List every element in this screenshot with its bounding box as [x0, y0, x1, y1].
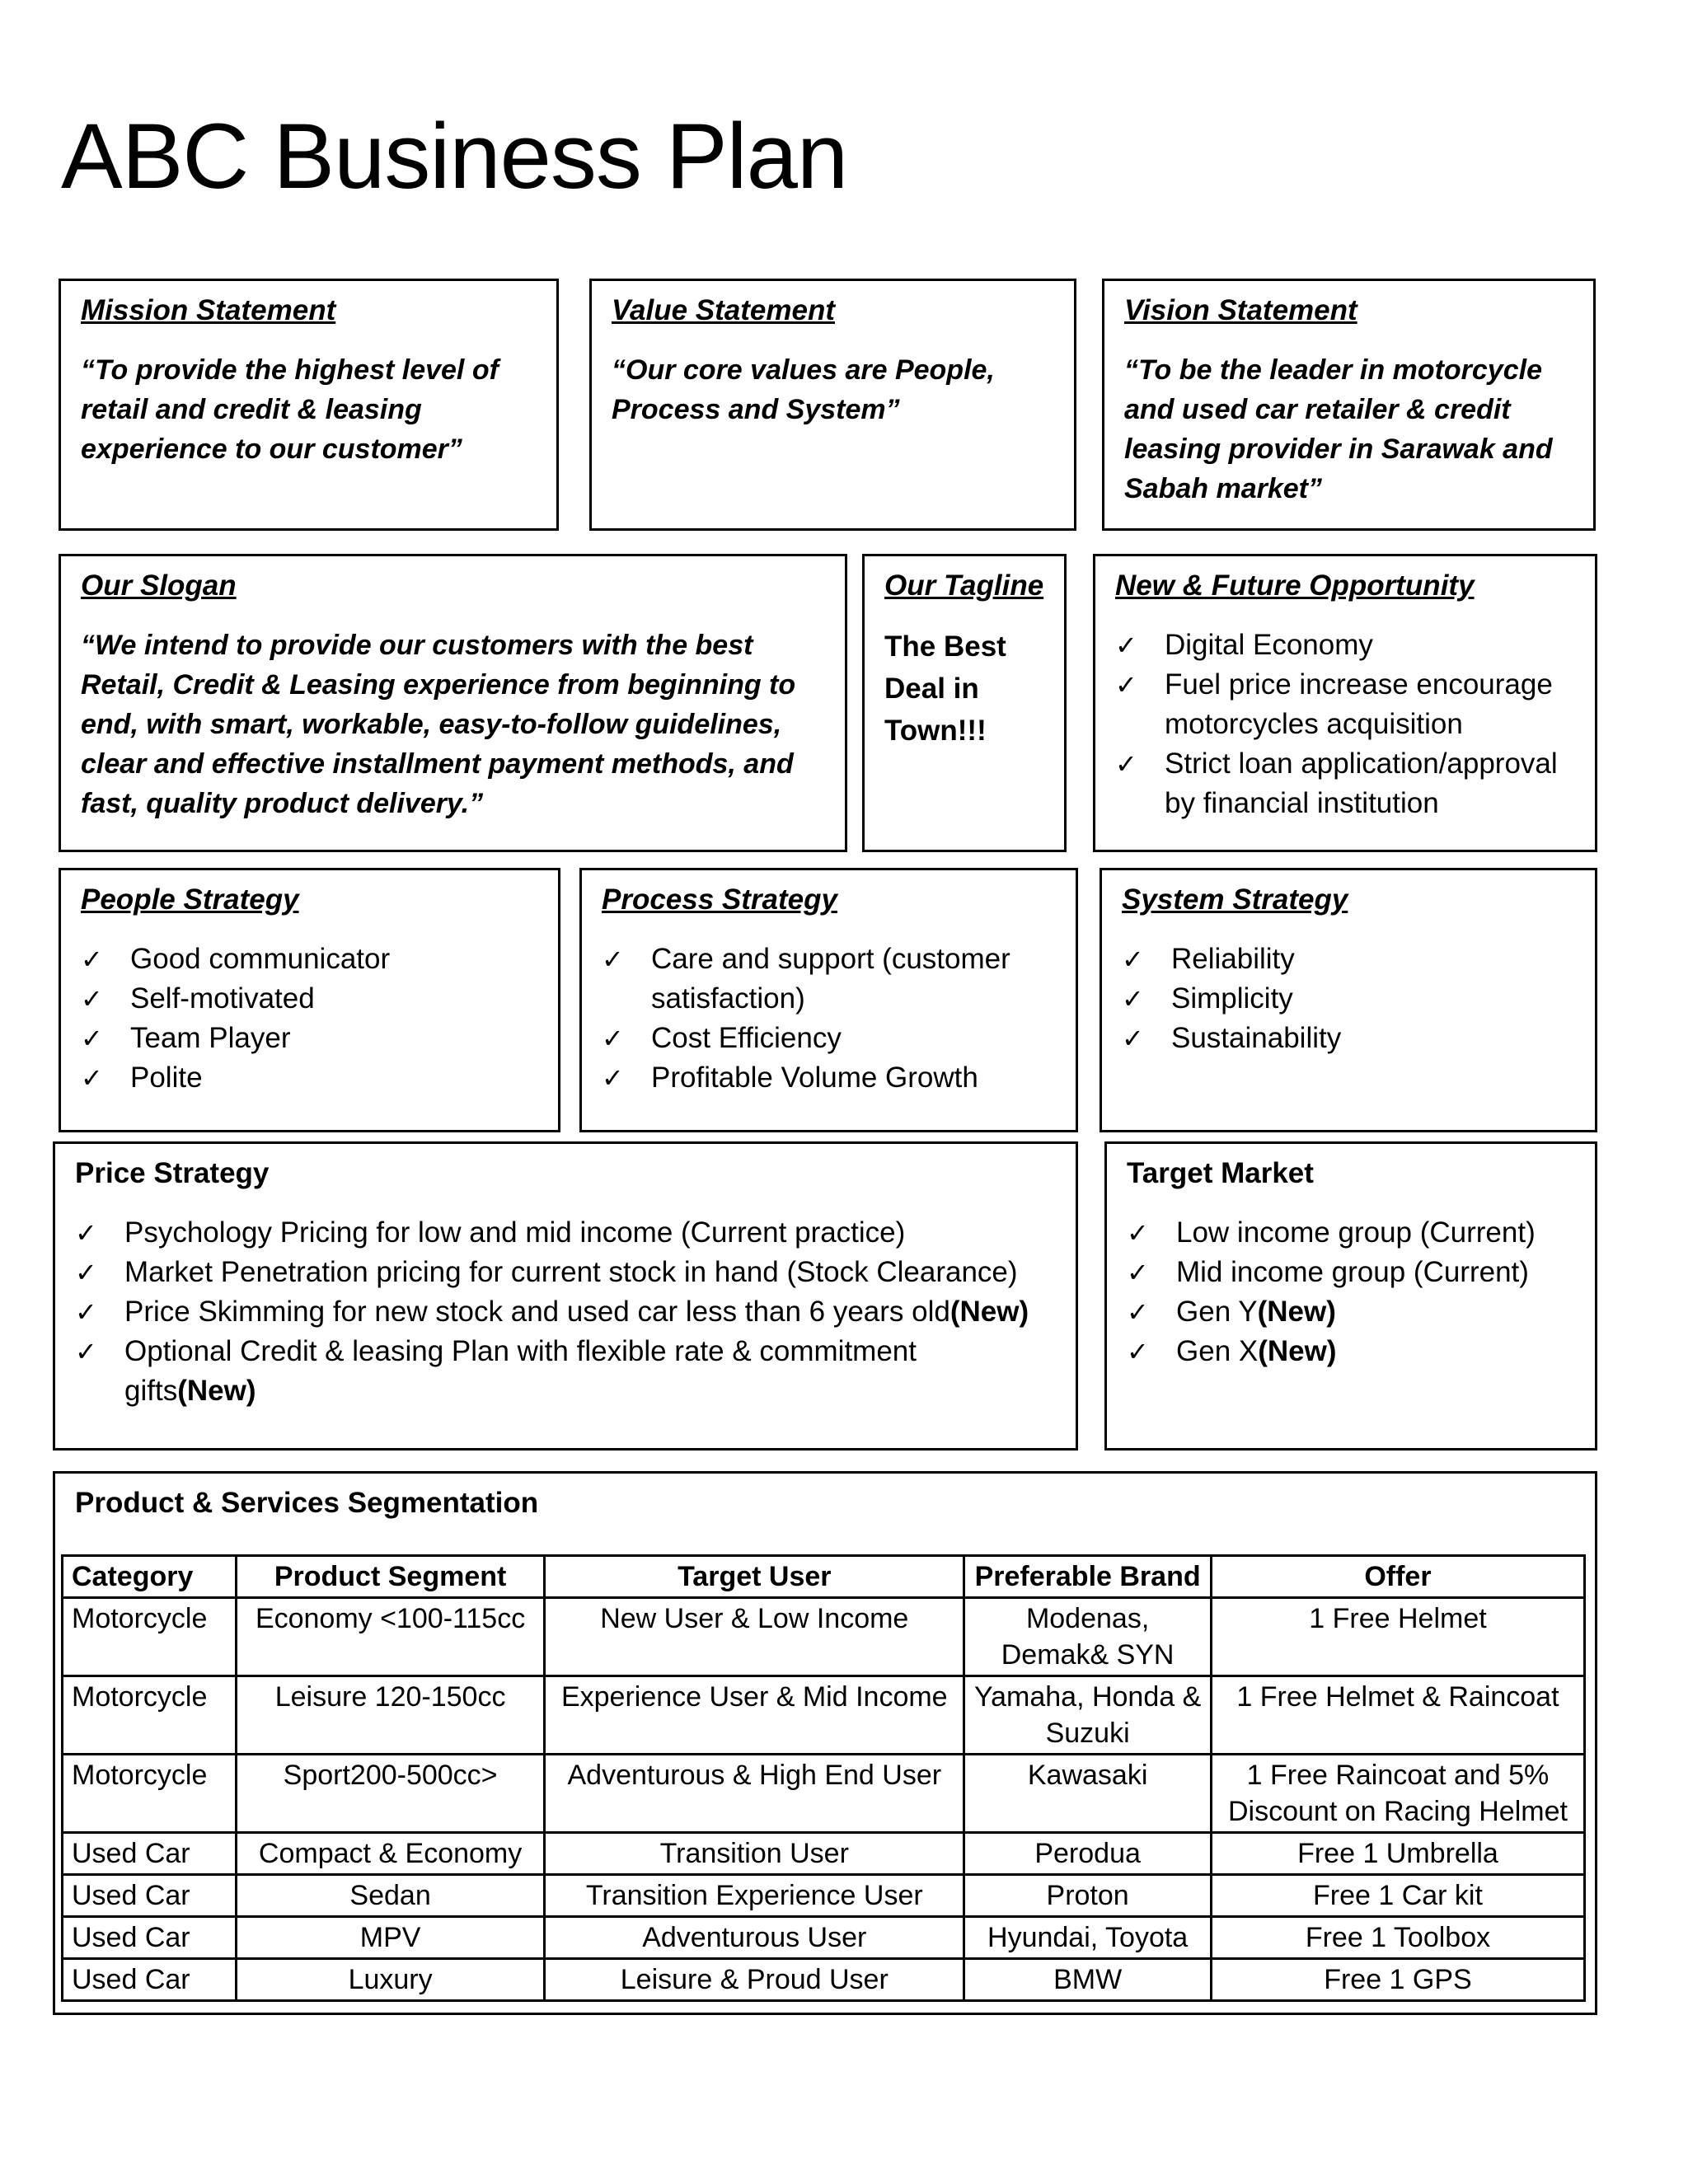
- table-cell: Yamaha, Honda & Suzuki: [964, 1676, 1212, 1755]
- list-item: ✓ Strict loan application/approval by financial institution: [1115, 744, 1575, 823]
- table-cell: Adventurous User: [545, 1917, 964, 1959]
- tagline-heading: Our Tagline: [884, 569, 1044, 602]
- table-cell: Transition User: [545, 1833, 964, 1875]
- table-header-row: [63, 1556, 1585, 1598]
- target-heading: Target Market: [1127, 1157, 1314, 1189]
- table-cell: Modenas, Demak& SYN: [964, 1598, 1212, 1676]
- list-item: ✓ Sustainability: [1122, 1019, 1575, 1058]
- table-row: [63, 1917, 1585, 1959]
- check-icon: ✓: [81, 1024, 103, 1053]
- page-title: ABC Business Plan: [61, 105, 848, 208]
- table-cell: 1 Free Helmet & Raincoat: [1211, 1676, 1584, 1755]
- table-cell: New User & Low Income: [545, 1598, 964, 1676]
- list-item: ✓ Self-motivated: [81, 979, 538, 1019]
- table-cell: Adventurous & High End User: [545, 1755, 964, 1833]
- list-item: ✓ Gen X(New): [1127, 1332, 1575, 1371]
- table-row: [63, 1598, 1585, 1676]
- list-item: ✓ Care and support (customer satisfaction): [602, 940, 1056, 1019]
- price-list: [75, 1213, 1056, 1411]
- list-item: ✓ Profitable Volume Growth: [602, 1058, 1056, 1098]
- system-list: [1122, 940, 1575, 1058]
- table-cell: Sport200-500cc>: [236, 1755, 544, 1833]
- system-heading: System Strategy: [1122, 883, 1348, 916]
- check-icon: ✓: [602, 944, 624, 974]
- target-list: [1127, 1213, 1575, 1371]
- check-icon: ✓: [75, 1297, 97, 1327]
- tagline-box: [862, 554, 1067, 852]
- table-cell: Experience User & Mid Income: [545, 1676, 964, 1755]
- table-cell: Free 1 Umbrella: [1211, 1833, 1584, 1875]
- table-cell: Motorcycle: [63, 1755, 237, 1833]
- list-item: ✓ Market Penetration pricing for current stock in hand (Stock Clearance): [75, 1253, 1056, 1292]
- check-icon: ✓: [81, 1063, 103, 1093]
- table-cell: Free 1 GPS: [1211, 1959, 1584, 2001]
- vision-heading: Vision Statement: [1124, 294, 1357, 326]
- table-cell: Compact & Economy: [236, 1833, 544, 1875]
- tagline-text: The Best Deal in Town!!!: [884, 630, 1006, 747]
- price-box: [53, 1141, 1078, 1451]
- mission-text: “To provide the highest level of retail and credit & leasing experience to our customer”: [81, 354, 499, 465]
- table-cell: 1 Free Helmet: [1211, 1598, 1584, 1676]
- table-row: [63, 1676, 1585, 1755]
- list-item: ✓ Mid income group (Current): [1127, 1253, 1575, 1292]
- value-text: “Our core values are People, Process and System”: [612, 354, 995, 425]
- table-row: [63, 1833, 1585, 1875]
- target-box: [1104, 1141, 1597, 1451]
- process-list: [602, 940, 1056, 1098]
- mission-box: [59, 279, 559, 531]
- check-icon: ✓: [1115, 749, 1137, 779]
- table-cell: Free 1 Toolbox: [1211, 1917, 1584, 1959]
- process-heading: Process Strategy: [602, 883, 837, 916]
- table-cell: Motorcycle: [63, 1598, 237, 1676]
- check-icon: ✓: [602, 1024, 624, 1053]
- column-header-offer: Offer: [1211, 1556, 1584, 1598]
- list-item: ✓ Team Player: [81, 1019, 538, 1058]
- list-item: ✓ Simplicity: [1122, 979, 1575, 1019]
- check-icon: ✓: [81, 944, 103, 974]
- list-item: ✓ Low income group (Current): [1127, 1213, 1575, 1253]
- table-cell: Luxury: [236, 1959, 544, 2001]
- people-heading: People Strategy: [81, 883, 299, 916]
- table-cell: Sedan: [236, 1875, 544, 1917]
- table-cell: 1 Free Raincoat and 5% Discount on Racing Helmet: [1211, 1755, 1584, 1833]
- table-cell: Proton: [964, 1875, 1212, 1917]
- table-cell: Used Car: [63, 1917, 237, 1959]
- table-cell: Used Car: [63, 1959, 237, 2001]
- check-icon: ✓: [1122, 984, 1144, 1014]
- check-icon: ✓: [1122, 1024, 1144, 1053]
- table-row: [63, 1875, 1585, 1917]
- check-icon: ✓: [1115, 630, 1137, 660]
- list-item: ✓ Digital Economy: [1115, 626, 1575, 665]
- slogan-box: [59, 554, 847, 852]
- check-icon: ✓: [1127, 1258, 1149, 1287]
- list-item: ✓ Polite: [81, 1058, 538, 1098]
- check-icon: ✓: [81, 984, 103, 1014]
- check-icon: ✓: [1127, 1297, 1149, 1327]
- list-item: ✓ Psychology Pricing for low and mid income (Current practice): [75, 1213, 1056, 1253]
- table-cell: Free 1 Car kit: [1211, 1875, 1584, 1917]
- slogan-text: “We intend to provide our customers with the best Retail, Credit & Leasing experience from beginning to end, with smart, workable, easy-to-follow guidelines, clear and effective installment payment methods, and fast, quality product delivery.”: [81, 630, 796, 819]
- value-heading: Value Statement: [612, 294, 836, 326]
- column-header-preferable-brand: Preferable Brand: [964, 1556, 1212, 1598]
- segmentation-table: [61, 1554, 1586, 2002]
- table-cell: Used Car: [63, 1833, 237, 1875]
- slogan-heading: Our Slogan: [81, 569, 237, 602]
- table-cell: Motorcycle: [63, 1676, 237, 1755]
- check-icon: ✓: [75, 1218, 97, 1248]
- table-cell: MPV: [236, 1917, 544, 1959]
- list-item: ✓ Good communicator: [81, 940, 538, 979]
- list-item: ✓ Gen Y(New): [1127, 1292, 1575, 1332]
- opportunity-box: [1093, 554, 1597, 852]
- list-item: ✓ Fuel price increase encourage motorcycles acquisition: [1115, 665, 1575, 744]
- segmentation-heading: Product & Services Segmentation: [75, 1487, 539, 1519]
- table-row: [63, 1959, 1585, 2001]
- opportunity-list: [1115, 626, 1575, 823]
- column-header-category: Category: [63, 1556, 237, 1598]
- column-header-target-user: Target User: [545, 1556, 964, 1598]
- list-item: ✓ Optional Credit & leasing Plan with flexible rate & commitment gifts(New): [75, 1332, 1056, 1411]
- table-cell: Economy <100-115cc: [236, 1598, 544, 1676]
- list-item: ✓ Reliability: [1122, 940, 1575, 979]
- table-cell: Transition Experience User: [545, 1875, 964, 1917]
- check-icon: ✓: [75, 1337, 97, 1366]
- table-cell: Hyundai, Toyota: [964, 1917, 1212, 1959]
- table-cell: Used Car: [63, 1875, 237, 1917]
- list-item: ✓ Price Skimming for new stock and used car less than 6 years old(New): [75, 1292, 1056, 1332]
- table-cell: Leisure 120-150cc: [236, 1676, 544, 1755]
- list-item: ✓ Cost Efficiency: [602, 1019, 1056, 1058]
- table-cell: BMW: [964, 1959, 1212, 2001]
- price-heading: Price Strategy: [75, 1157, 270, 1189]
- process-box: [579, 868, 1078, 1132]
- check-icon: ✓: [1115, 670, 1137, 700]
- people-box: [59, 868, 560, 1132]
- mission-heading: Mission Statement: [81, 294, 336, 326]
- table-row: [63, 1755, 1585, 1833]
- opportunity-heading: New & Future Opportunity: [1115, 569, 1475, 602]
- check-icon: ✓: [602, 1063, 624, 1093]
- system-box: [1100, 868, 1597, 1132]
- check-icon: ✓: [1127, 1218, 1149, 1248]
- check-icon: ✓: [1122, 944, 1144, 974]
- column-header-product-segment: Product Segment: [236, 1556, 544, 1598]
- table-cell: Perodua: [964, 1833, 1212, 1875]
- vision-text: “To be the leader in motorcycle and used car retailer & credit leasing provider in Sarawak and Sabah market”: [1124, 354, 1553, 504]
- table-cell: Kawasaki: [964, 1755, 1212, 1833]
- check-icon: ✓: [75, 1258, 97, 1287]
- table-cell: Leisure & Proud User: [545, 1959, 964, 2001]
- vision-box: [1102, 279, 1596, 531]
- check-icon: ✓: [1127, 1337, 1149, 1366]
- people-list: [81, 940, 538, 1098]
- value-box: [589, 279, 1076, 531]
